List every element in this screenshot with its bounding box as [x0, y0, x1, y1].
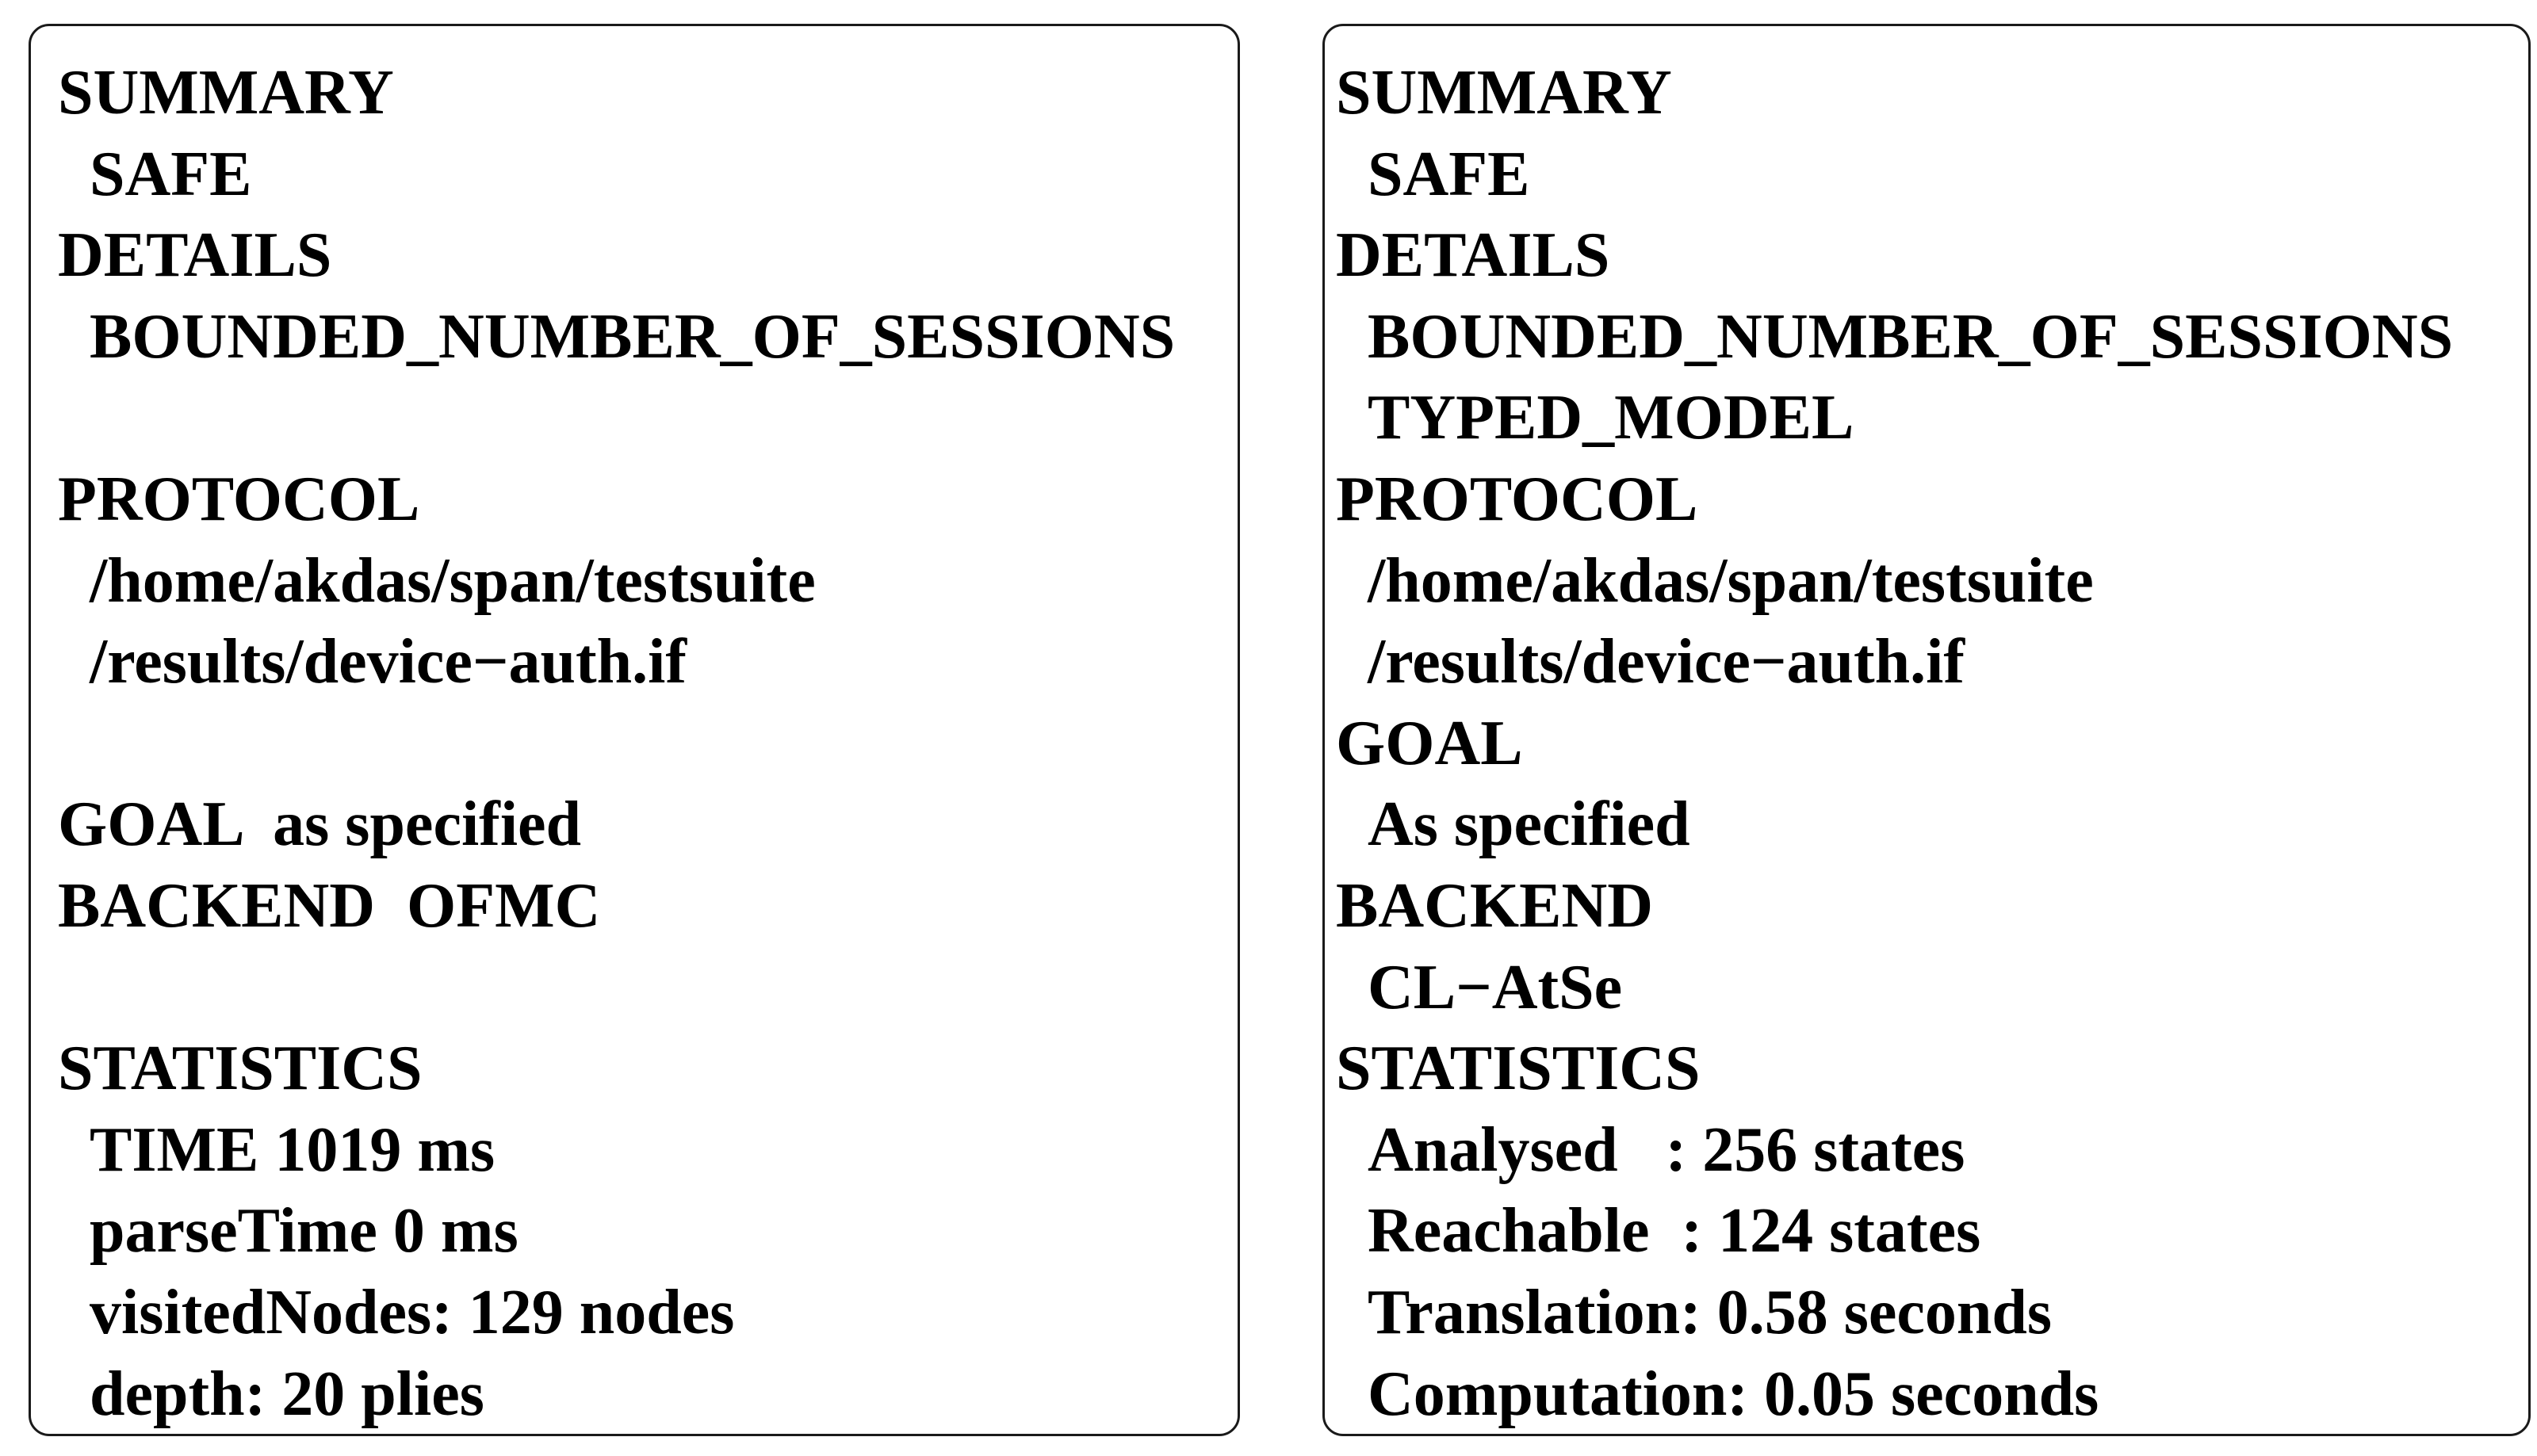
stat-visited-nodes: visitedNodes: 129 nodes [90, 1277, 735, 1347]
stat-depth: depth: 20 plies [90, 1359, 484, 1429]
protocol-path-line-1: /home/akdas/span/testsuite [1368, 545, 2094, 616]
stat-computation: Computation: 0.05 seconds [1368, 1359, 2099, 1429]
blank-line [58, 947, 1175, 1029]
stat-parse-time: parseTime 0 ms [90, 1196, 518, 1267]
goal-line: GOAL as specified [58, 789, 582, 860]
protocol-path-line-1: /home/akdas/span/testsuite [90, 545, 816, 616]
goal-value: As specified [1368, 789, 1690, 860]
protocol-heading: PROTOCOL [1336, 464, 1698, 534]
backend-heading: BACKEND [1336, 870, 1654, 941]
details-heading: DETAILS [58, 220, 332, 291]
protocol-heading: PROTOCOL [58, 464, 420, 534]
backend-line: BACKEND OFMC [58, 870, 601, 941]
summary-heading: SUMMARY [58, 58, 394, 128]
details-heading: DETAILS [1336, 220, 1610, 291]
ofmc-output-lines [58, 52, 1175, 1435]
details-value: BOUNDED_NUMBER_OF_SESSIONS [90, 301, 1176, 372]
stat-analysed: Analysed : 256 states [1368, 1114, 1965, 1185]
statistics-heading: STATISTICS [1336, 1034, 1701, 1104]
protocol-path-line-2: /results/device−auth.if [1368, 627, 1965, 697]
details-value-1: BOUNDED_NUMBER_OF_SESSIONS [1368, 301, 2454, 372]
blank-line [58, 377, 1175, 459]
statistics-heading: STATISTICS [58, 1034, 423, 1104]
cl-atse-output-panel [1322, 24, 2531, 1436]
cl-atse-output-lines [1336, 52, 2453, 1435]
backend-value: CL−AtSe [1368, 952, 1623, 1022]
summary-value: SAFE [90, 139, 252, 209]
summary-value: SAFE [1368, 139, 1530, 209]
stat-translation: Translation: 0.58 seconds [1368, 1277, 2053, 1347]
stat-reachable: Reachable : 124 states [1368, 1196, 1981, 1267]
protocol-path-line-2: /results/device−auth.if [90, 627, 687, 697]
goal-heading: GOAL [1336, 708, 1523, 778]
summary-heading: SUMMARY [1336, 58, 1672, 128]
blank-line [58, 703, 1175, 785]
ofmc-output-panel [29, 24, 1240, 1436]
stat-time: TIME 1019 ms [90, 1114, 496, 1185]
details-value-2: TYPED_MODEL [1368, 383, 1854, 453]
